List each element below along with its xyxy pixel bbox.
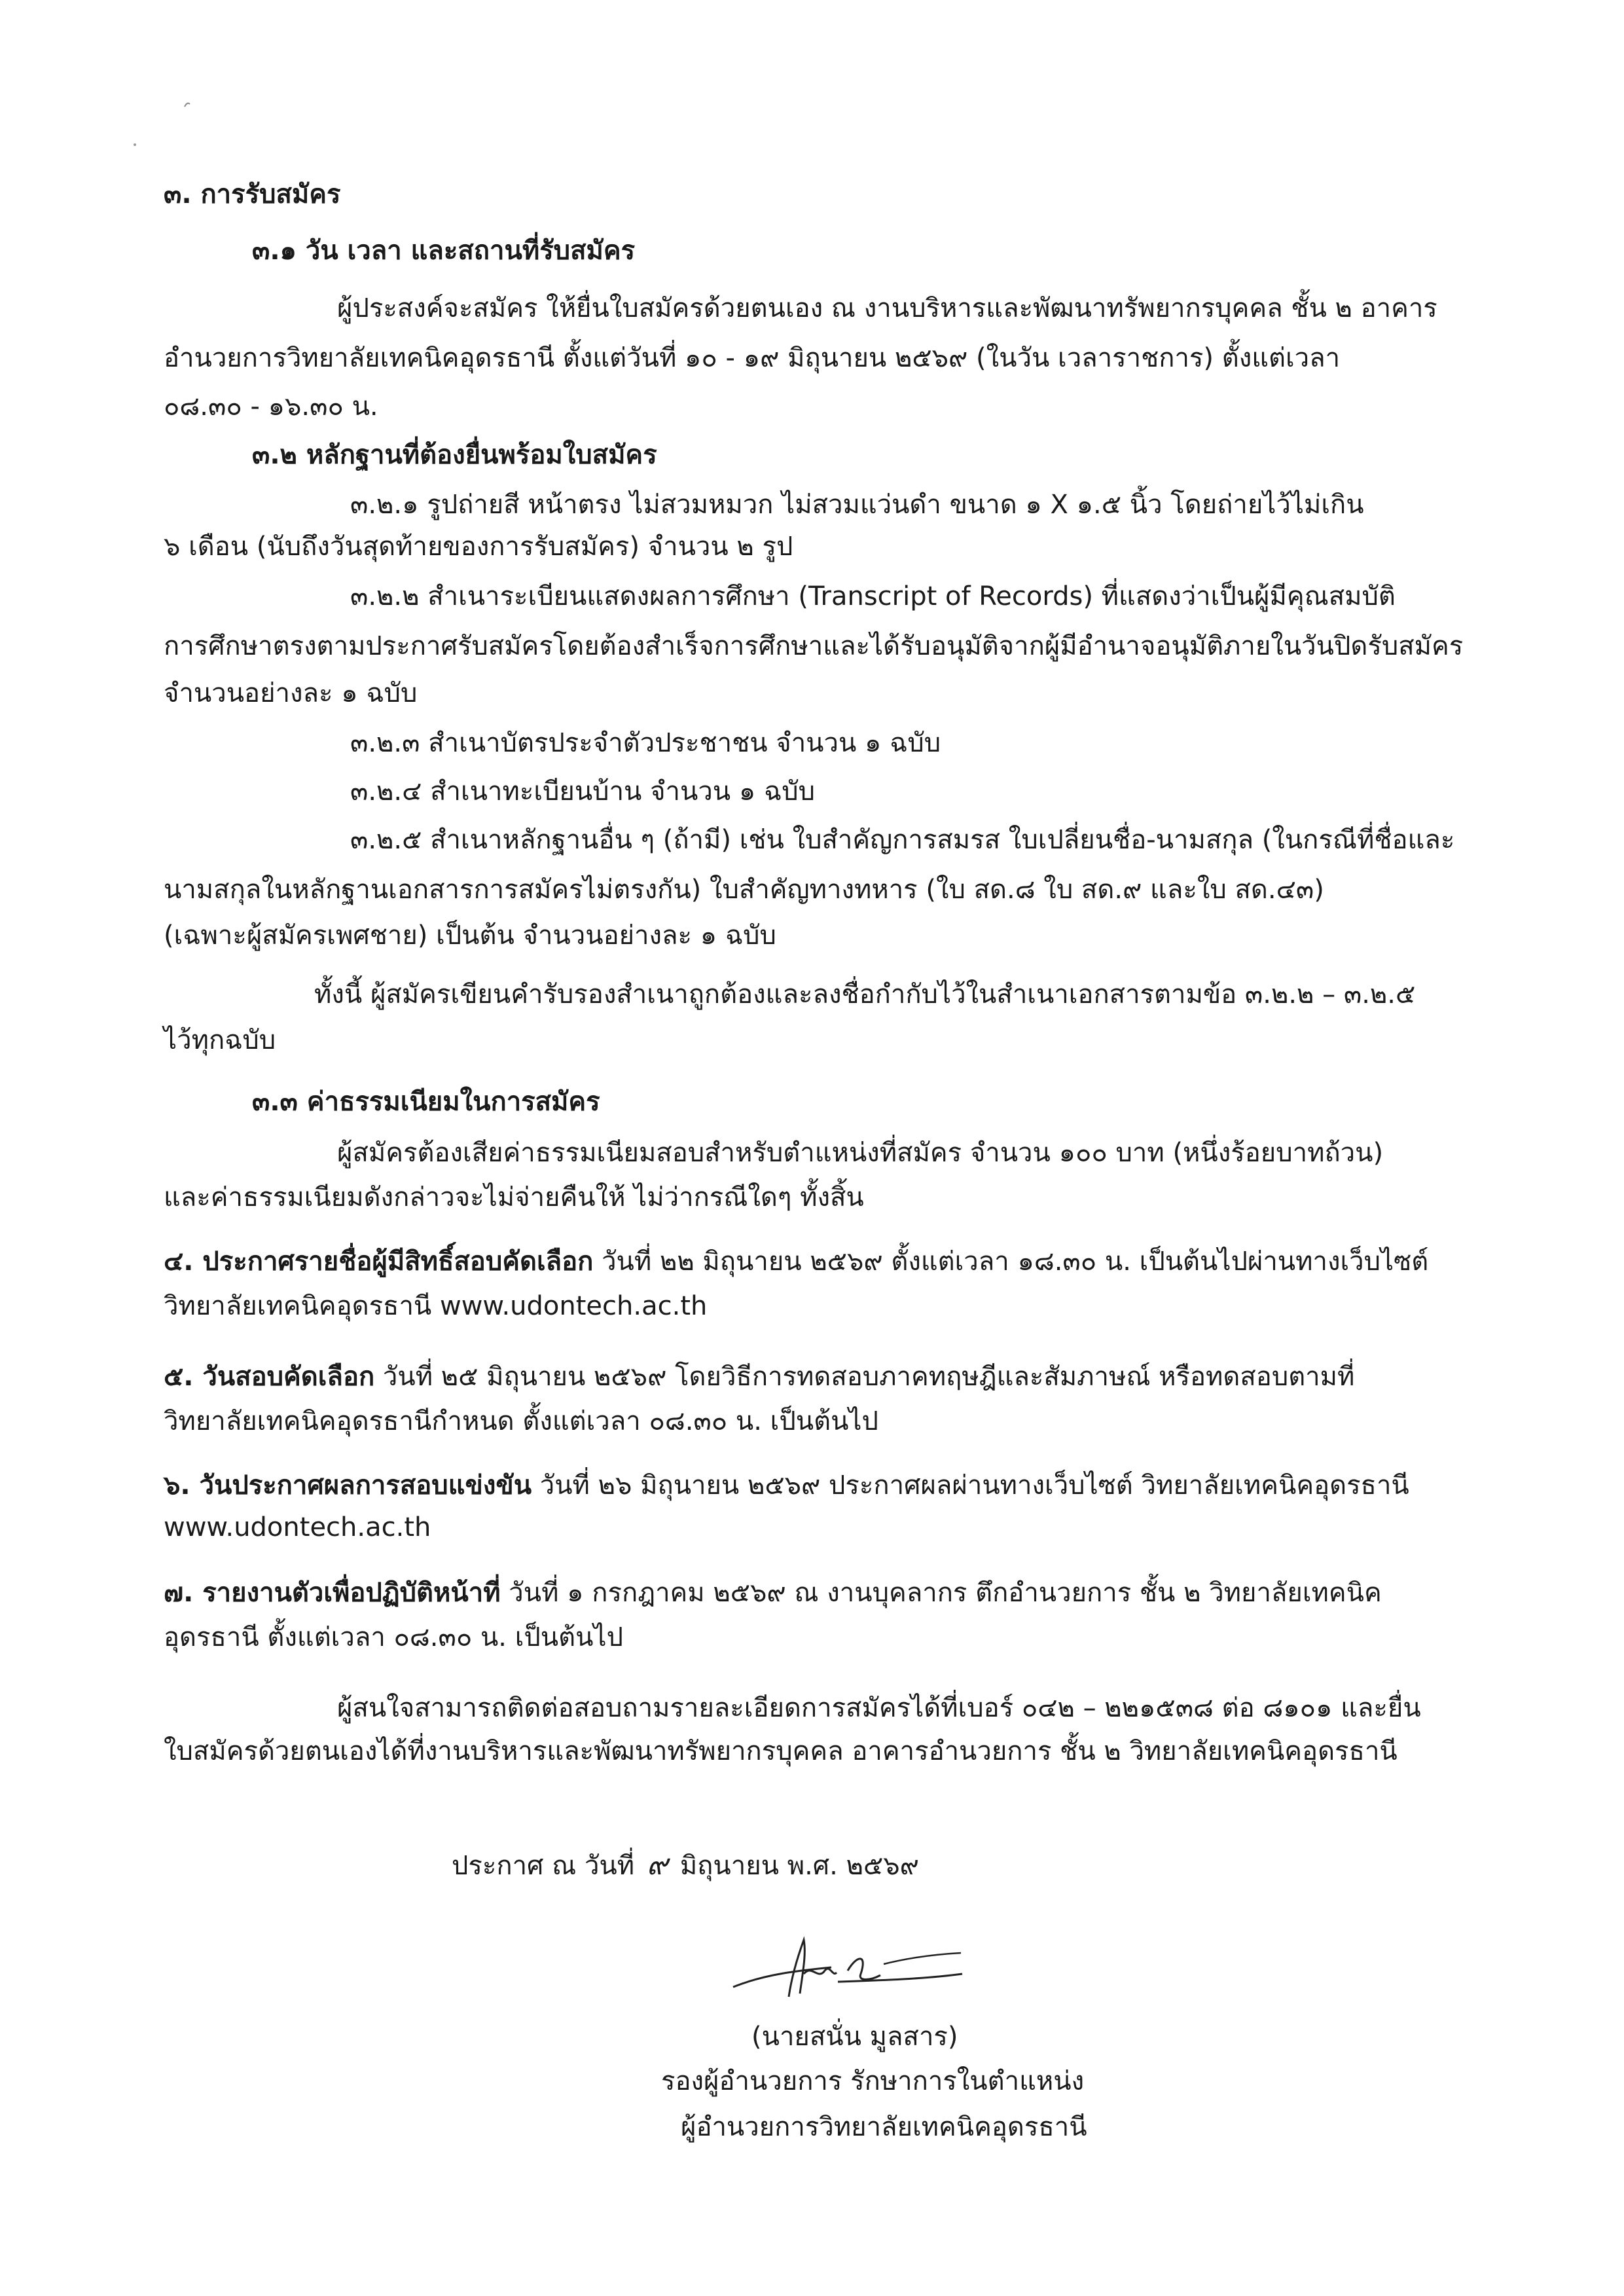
section-5-line (164, 1358, 1354, 1396)
section-6-heading: ๖. วันประกาศผลการสอบแข่งขัน (164, 1470, 532, 1501)
item-3-2-2-line: ๓.๒.๒ สำเนาระเบียนแสดงผลการศึกษา (Transcript of Records) ที่แสดงว่าเป็นผู้มีคุณสมบัติ (350, 581, 1396, 611)
item-3-2-4: ๓.๒.๔ สำเนาทะเบียนบ้าน จำนวน ๑ ฉบับ (350, 776, 815, 807)
section-3-heading: ๓. การรับสมัคร (164, 179, 341, 210)
section-4-heading: ๔. ประกาศรายชื่อผู้มีสิทธิ์สอบคัดเลือก (164, 1247, 594, 1277)
signatory-position: รองผู้อำนวยการ รักษาการในตำแหน่ง (661, 2066, 1085, 2096)
section-6-text: วันที่ ๒๖ มิถุนายน ๒๕๖๙ ประกาศผลผ่านทางเว็บไซต์ วิทยาลัยเทคนิคอุดรธานี (532, 1470, 1409, 1501)
section-4-line: วิทยาลัยเทคนิคอุดรธานี www.udontech.ac.th (164, 1291, 708, 1321)
section-7-heading: ๗. รายงานตัวเพื่อปฏิบัติหน้าที่ (164, 1578, 501, 1608)
section-3-2-note-line: ไว้ทุกฉบับ (164, 1025, 276, 1055)
section-4-text: วันที่ ๒๒ มิถุนายน ๒๕๖๙ ตั้งแต่เวลา ๑๘.๓๐ น. เป็นต้นไปผ่านทางเว็บไซต์ (593, 1247, 1429, 1277)
section-3-3-line: และค่าธรรมเนียมดังกล่าวจะไม่จ่ายคืนให้ ไม่ว่ากรณีใดๆ ทั้งสิ้น (164, 1182, 864, 1212)
item-3-2-2-line: จำนวนอย่างละ ๑ ฉบับ (164, 678, 418, 708)
item-3-2-2-line: การศึกษาตรงตามประกาศรับสมัครโดยต้องสำเร็จการศึกษาและได้รับอนุมัติจากผู้มีอำนาจอนุมัติภายในวันปิดรับสมัคร (164, 631, 1464, 661)
section-3-1-line: อำนวยการวิทยาลัยเทคนิคอุดรธานี ตั้งแต่วันที่ ๑๐ - ๑๙ มิถุนายน ๒๕๖๙ (ในวัน เวลาราชการ) ตั้งแต่เวลา (164, 343, 1341, 373)
section-5-text: วันที่ ๒๕ มิถุนายน ๒๕๖๙ โดยวิธีการทดสอบภาคทฤษฎีและสัมภาษณ์ หรือทดสอบตามที่ (374, 1362, 1355, 1392)
contact-line: ใบสมัครด้วยตนเองได้ที่งานบริหารและพัฒนาทรัพยากรบุคคล อาคารอำนวยการ ชั้น ๒ วิทยาลัยเทคนิคอุดรธานี (164, 1736, 1398, 1766)
item-3-2-3: ๓.๒.๓ สำเนาบัตรประจำตัวประชาชน จำนวน ๑ ฉบับ (350, 728, 941, 758)
signatory-name: (นายสนั่น มูลสาร) (751, 2022, 958, 2052)
item-3-2-5-line: (เฉพาะผู้สมัครเพศชาย) เป็นต้น จำนวนอย่างละ ๑ ฉบับ (164, 920, 776, 951)
section-4-line (164, 1243, 1428, 1281)
scan-speck (131, 141, 139, 149)
section-3-3-line: ผู้สมัครต้องเสียค่าธรรมเนียมสอบสำหรับตำแหน่งที่สมัคร จำนวน ๑๐๐ บาท (หนึ่งร้อยบาทถ้วน) (337, 1138, 1384, 1168)
announce-day: ๙ (646, 1848, 668, 1882)
section-5-line: วิทยาลัยเทคนิคอุดรธานีกำหนด ตั้งแต่เวลา ๐๘.๓๐ น. เป็นต้นไป (164, 1406, 878, 1436)
section-6-line: www.udontech.ac.th (164, 1512, 431, 1542)
signatory-position: ผู้อำนวยการวิทยาลัยเทคนิคอุดรธานี (681, 2112, 1087, 2142)
section-7-line: อุดรธานี ตั้งแต่เวลา ๐๘.๓๐ น. เป็นต้นไป (164, 1622, 623, 1652)
announce-suffix: มิถุนายน พ.ศ. ๒๕๖๙ (679, 1851, 919, 1881)
section-6-line (164, 1467, 1409, 1504)
announce-prefix: ประกาศ ณ วันที่ (452, 1851, 635, 1881)
item-3-2-5-line: ๓.๒.๕ สำเนาหลักฐานอื่น ๆ (ถ้ามี) เช่น ใบสำคัญการสมรส ใบเปลี่ยนชื่อ-นามสกุล (ในกรณีที่ชื่อและ (350, 825, 1455, 855)
section-3-1-line: ผู้ประสงค์จะสมัคร ให้ยื่นใบสมัครด้วยตนเอง ณ งานบริหารและพัฒนาทรัพยากรบุคคล ชั้น ๒ อาคาร (337, 293, 1437, 323)
item-3-2-1-line: ๓.๒.๑ รูปถ่ายสี หน้าตรง ไม่สวมหมวก ไม่สวมแว่นดำ ขนาด ๑ X ๑.๕ นิ้ว โดยถ่ายไว้ไม่เกิน (350, 490, 1364, 520)
section-5-heading: ๕. วันสอบคัดเลือก (164, 1362, 375, 1392)
section-3-1-line: ๐๘.๓๐ - ๑๖.๓๐ น. (164, 392, 378, 422)
section-3-1-heading: ๓.๑ วัน เวลา และสถานที่รับสมัคร (252, 236, 636, 266)
section-3-2-heading: ๓.๒ หลักฐานที่ต้องยื่นพร้อมใบสมัคร (252, 440, 657, 470)
item-3-2-5-line: นามสกุลในหลักฐานเอกสารการสมัครไม่ตรงกัน) ใบสำคัญทางทหาร (ใบ สด.๘ ใบ สด.๙ และใบ สด.๔๓) (164, 875, 1324, 905)
signature-image (727, 1935, 969, 2007)
item-3-2-1-line: ๖ เดือน (นับถึงวันสุดท้ายของการรับสมัคร) จำนวน ๒ รูป (164, 532, 793, 562)
scan-speck (177, 95, 196, 115)
announce-line (452, 1846, 919, 1885)
section-7-text: วันที่ ๑ กรกฎาคม ๒๕๖๙ ณ งานบุคลากร ตึกอำนวยการ ชั้น ๒ วิทยาลัยเทคนิค (500, 1578, 1382, 1608)
section-7-line (164, 1574, 1382, 1612)
section-3-3-heading: ๓.๓ ค่าธรรมเนียมในการสมัคร (252, 1087, 600, 1117)
section-3-2-note-line: ทั้งนี้ ผู้สมัครเขียนคำรับรองสำเนาถูกต้องและลงชื่อกำกับไว้ในสำเนาเอกสารตามข้อ ๓.๒.๒ – ๓.๒.๕ (314, 979, 1416, 1010)
contact-line: ผู้สนใจสามารถติดต่อสอบถามรายละเอียดการสมัครได้ที่เบอร์ ๐๔๒ – ๒๒๑๕๓๘ ต่อ ๘๑๐๑ และยื่น (337, 1693, 1421, 1723)
